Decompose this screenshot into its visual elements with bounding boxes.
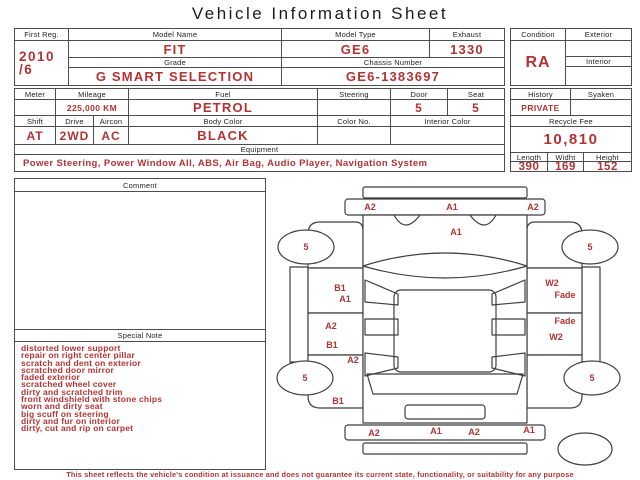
mileage-value: 225,000 KM bbox=[56, 100, 129, 116]
length-label: Length bbox=[511, 153, 548, 162]
model-name-value: FIT bbox=[69, 41, 282, 58]
interior-color-label: Interior Color bbox=[391, 116, 504, 127]
shift-value: AT bbox=[15, 127, 56, 145]
height-label: Height bbox=[584, 153, 631, 162]
aircon-label: Aircon bbox=[94, 116, 129, 127]
length-value: 390 bbox=[511, 162, 548, 171]
exterior-value bbox=[566, 41, 631, 57]
special-note-item: dirty and fur on interior bbox=[21, 415, 120, 426]
diagram-annotation: 5 bbox=[587, 242, 593, 252]
door-value: 5 bbox=[391, 100, 448, 116]
first-reg-label: First Reg. bbox=[15, 29, 69, 41]
special-note-item: scratched door mirror bbox=[21, 364, 115, 375]
interior-value bbox=[566, 67, 631, 85]
diagram-annotation: A2 bbox=[364, 202, 376, 212]
body-color-label: Body Color bbox=[129, 116, 318, 127]
special-note-item: dirty and scratched trim bbox=[21, 386, 123, 397]
interior-color-value bbox=[391, 127, 504, 145]
model-name-label: Model Name bbox=[69, 29, 282, 41]
diagram-annotation: A2 bbox=[325, 321, 337, 331]
first-reg-month: /6 bbox=[19, 62, 34, 77]
diagram-annotation: A1 bbox=[430, 426, 442, 436]
width-value: 169 bbox=[548, 162, 584, 171]
diagram-annotation: A1 bbox=[339, 294, 351, 304]
door-label: Door bbox=[391, 89, 448, 100]
diagram-annotation: B1 bbox=[326, 340, 338, 350]
fuel-value: PETROL bbox=[129, 100, 318, 116]
comment-label: Comment bbox=[15, 179, 265, 192]
diagram-annotation: W2 bbox=[545, 278, 559, 288]
exterior-label: Exterior bbox=[566, 29, 631, 41]
special-note-label: Special Note bbox=[15, 330, 265, 342]
diagram-annotation: Fade bbox=[554, 290, 576, 300]
width-label: Widht bbox=[548, 153, 584, 162]
diagram-annotation: A2 bbox=[347, 355, 359, 365]
diagram-annotation: W2 bbox=[549, 332, 563, 342]
diagram-annotation: A1 bbox=[523, 425, 535, 435]
recycle-fee-label: Recycle Fee bbox=[511, 116, 631, 127]
equipment-label: Equipment bbox=[15, 145, 504, 155]
first-reg-year: 2010 bbox=[19, 49, 56, 64]
special-note-item: front windshield with stone chips bbox=[21, 394, 163, 405]
condition-value: RA bbox=[511, 41, 566, 85]
disclaimer-text: This sheet reflects the vehicle's condition at issuance and does not guarantee its current state, functionality, or suitability for any purpose bbox=[66, 470, 574, 479]
equipment-value: Power Steering, Power Window All, ABS, Air Bag, Audio Player, Navigation System bbox=[23, 157, 428, 169]
special-note-list bbox=[15, 342, 265, 469]
steering-value bbox=[318, 100, 391, 116]
seat-label: Seat bbox=[448, 89, 504, 100]
meter-value bbox=[15, 100, 56, 116]
special-note-item: repair on right center pillar bbox=[21, 350, 135, 361]
comment-box bbox=[14, 178, 266, 330]
exhaust-label: Exhaust bbox=[430, 29, 504, 41]
special-note-item: scratched wheel cover bbox=[21, 379, 117, 390]
history-table bbox=[510, 88, 632, 172]
diagram-annotation: Fade bbox=[554, 316, 576, 326]
spare-tire bbox=[558, 433, 612, 465]
interior-label: Interior bbox=[566, 57, 631, 67]
syaken-label: Syaken bbox=[571, 89, 631, 100]
chassis-number-value: GE6-1383697 bbox=[345, 69, 441, 84]
diagram-annotation: B1 bbox=[332, 396, 344, 406]
chassis-number-label: Chassis Number bbox=[282, 58, 504, 68]
mileage-label: Mileage bbox=[56, 89, 129, 100]
identity-table bbox=[14, 28, 505, 86]
first-reg-value bbox=[15, 41, 69, 85]
seat-value: 5 bbox=[448, 100, 504, 116]
steering-label: Steering bbox=[318, 89, 391, 100]
shift-label: Shift bbox=[15, 116, 56, 127]
diagram-annotation: 5 bbox=[589, 373, 595, 383]
special-note-item: faded exterior bbox=[21, 372, 81, 383]
specs-table bbox=[14, 88, 505, 172]
aircon-value: AC bbox=[94, 127, 129, 145]
condition-label: Condition bbox=[511, 29, 566, 41]
diagram-annotation: B1 bbox=[334, 283, 346, 293]
meter-label: Meter bbox=[15, 89, 56, 100]
color-no-value bbox=[318, 127, 391, 145]
diagram-annotation: A1 bbox=[446, 202, 458, 212]
grade-label: Grade bbox=[69, 58, 282, 68]
comment-value bbox=[15, 192, 265, 329]
special-note-item: worn and dirty seat bbox=[21, 401, 103, 412]
special-note-item: distorted lower support bbox=[21, 343, 121, 353]
diagram-annotation: 5 bbox=[303, 242, 309, 252]
body-color-value: BLACK bbox=[129, 127, 318, 145]
diagram-annotation: 5 bbox=[302, 373, 308, 383]
special-note-item: big scuff on steering bbox=[21, 408, 109, 419]
grade-value: G SMART SELECTION bbox=[69, 68, 282, 85]
height-value: 152 bbox=[597, 162, 618, 171]
condition-table bbox=[510, 28, 632, 86]
special-note-item: scratch and dent on exterior bbox=[21, 357, 141, 368]
syaken-value bbox=[571, 100, 631, 116]
recycle-fee-value: 10,810 bbox=[511, 127, 631, 153]
page-title: Vehicle Information Sheet bbox=[191, 4, 449, 23]
diagram-annotation: A2 bbox=[468, 427, 480, 437]
drive-label: Drive bbox=[56, 116, 94, 127]
diagram-annotation: A2 bbox=[368, 428, 380, 438]
special-note-item: dirty, cut and rip on carpet bbox=[21, 423, 134, 434]
special-note-box bbox=[14, 329, 266, 470]
diagram-annotation: A1 bbox=[450, 227, 462, 237]
car-diagram bbox=[268, 178, 638, 470]
model-type-label: Model Type bbox=[282, 29, 430, 41]
model-type-value: GE6 bbox=[282, 41, 430, 58]
diagram-annotation: A2 bbox=[527, 202, 539, 212]
drive-value: 2WD bbox=[56, 127, 94, 145]
fuel-label: Fuel bbox=[129, 89, 318, 100]
history-value: PRIVATE bbox=[511, 100, 571, 116]
color-no-label: Color No. bbox=[318, 116, 391, 127]
exhaust-value: 1330 bbox=[430, 41, 504, 58]
history-label: History bbox=[511, 89, 571, 100]
